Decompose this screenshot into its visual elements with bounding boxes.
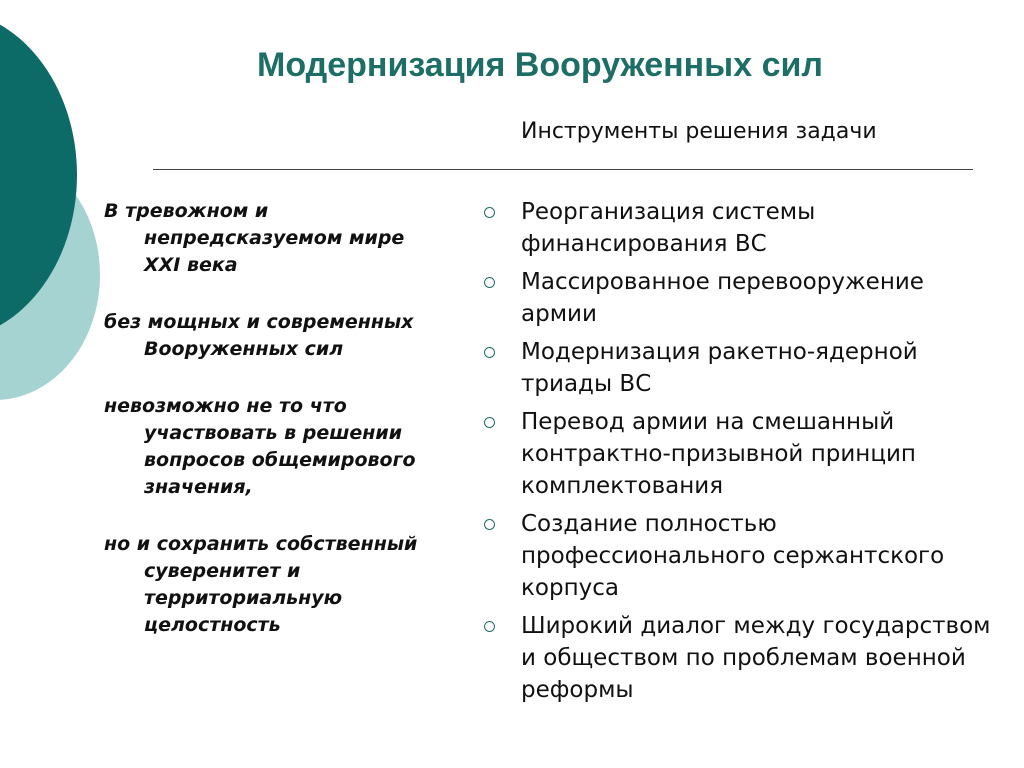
list-item: [484, 266, 1004, 330]
circle-bullet-icon: [484, 277, 495, 288]
list-item-text: Широкий диалог между государством и обществом по проблемам военной реформы: [521, 613, 991, 703]
list-item: [484, 336, 1004, 400]
slide-subtitle: Инструменты решения задачи: [521, 119, 877, 144]
tools-list: [484, 196, 1004, 712]
list-item-text: Модернизация ракетно-ядерной триады ВС: [521, 339, 918, 397]
circle-bullet-icon: [484, 621, 495, 632]
list-item-text: Создание полностью профессионального сержантского корпуса: [521, 511, 945, 601]
list-item: [484, 406, 1004, 502]
list-item-text: Реорганизация системы финансирования ВС: [521, 199, 816, 257]
divider-line: [153, 169, 973, 170]
list-item-text: Перевод армии на смешанный контрактно-призывной принцип комплектования: [521, 409, 916, 499]
statement-line: без мощных и современных Вооруженных сил: [104, 311, 414, 360]
circle-bullet-icon: [484, 347, 495, 358]
circle-bullet-icon: [484, 417, 495, 428]
statement-line: В тревожном и непредсказуемом мире XXI века: [104, 200, 405, 276]
list-item-text: Массированное перевооружение армии: [521, 269, 924, 327]
list-item: [484, 610, 1004, 706]
list-item: [484, 508, 1004, 604]
list-item: [484, 196, 1004, 260]
left-statement: [104, 198, 434, 669]
slide-title: Модернизация Вооруженных сил: [257, 46, 823, 84]
statement-line: но и сохранить собственный суверенитет и территориальную целостность: [104, 533, 418, 636]
circle-bullet-icon: [484, 207, 495, 218]
statement-line: невозможно не то что участвовать в решении вопросов общемирового значения,: [104, 395, 416, 498]
circle-bullet-icon: [484, 519, 495, 530]
